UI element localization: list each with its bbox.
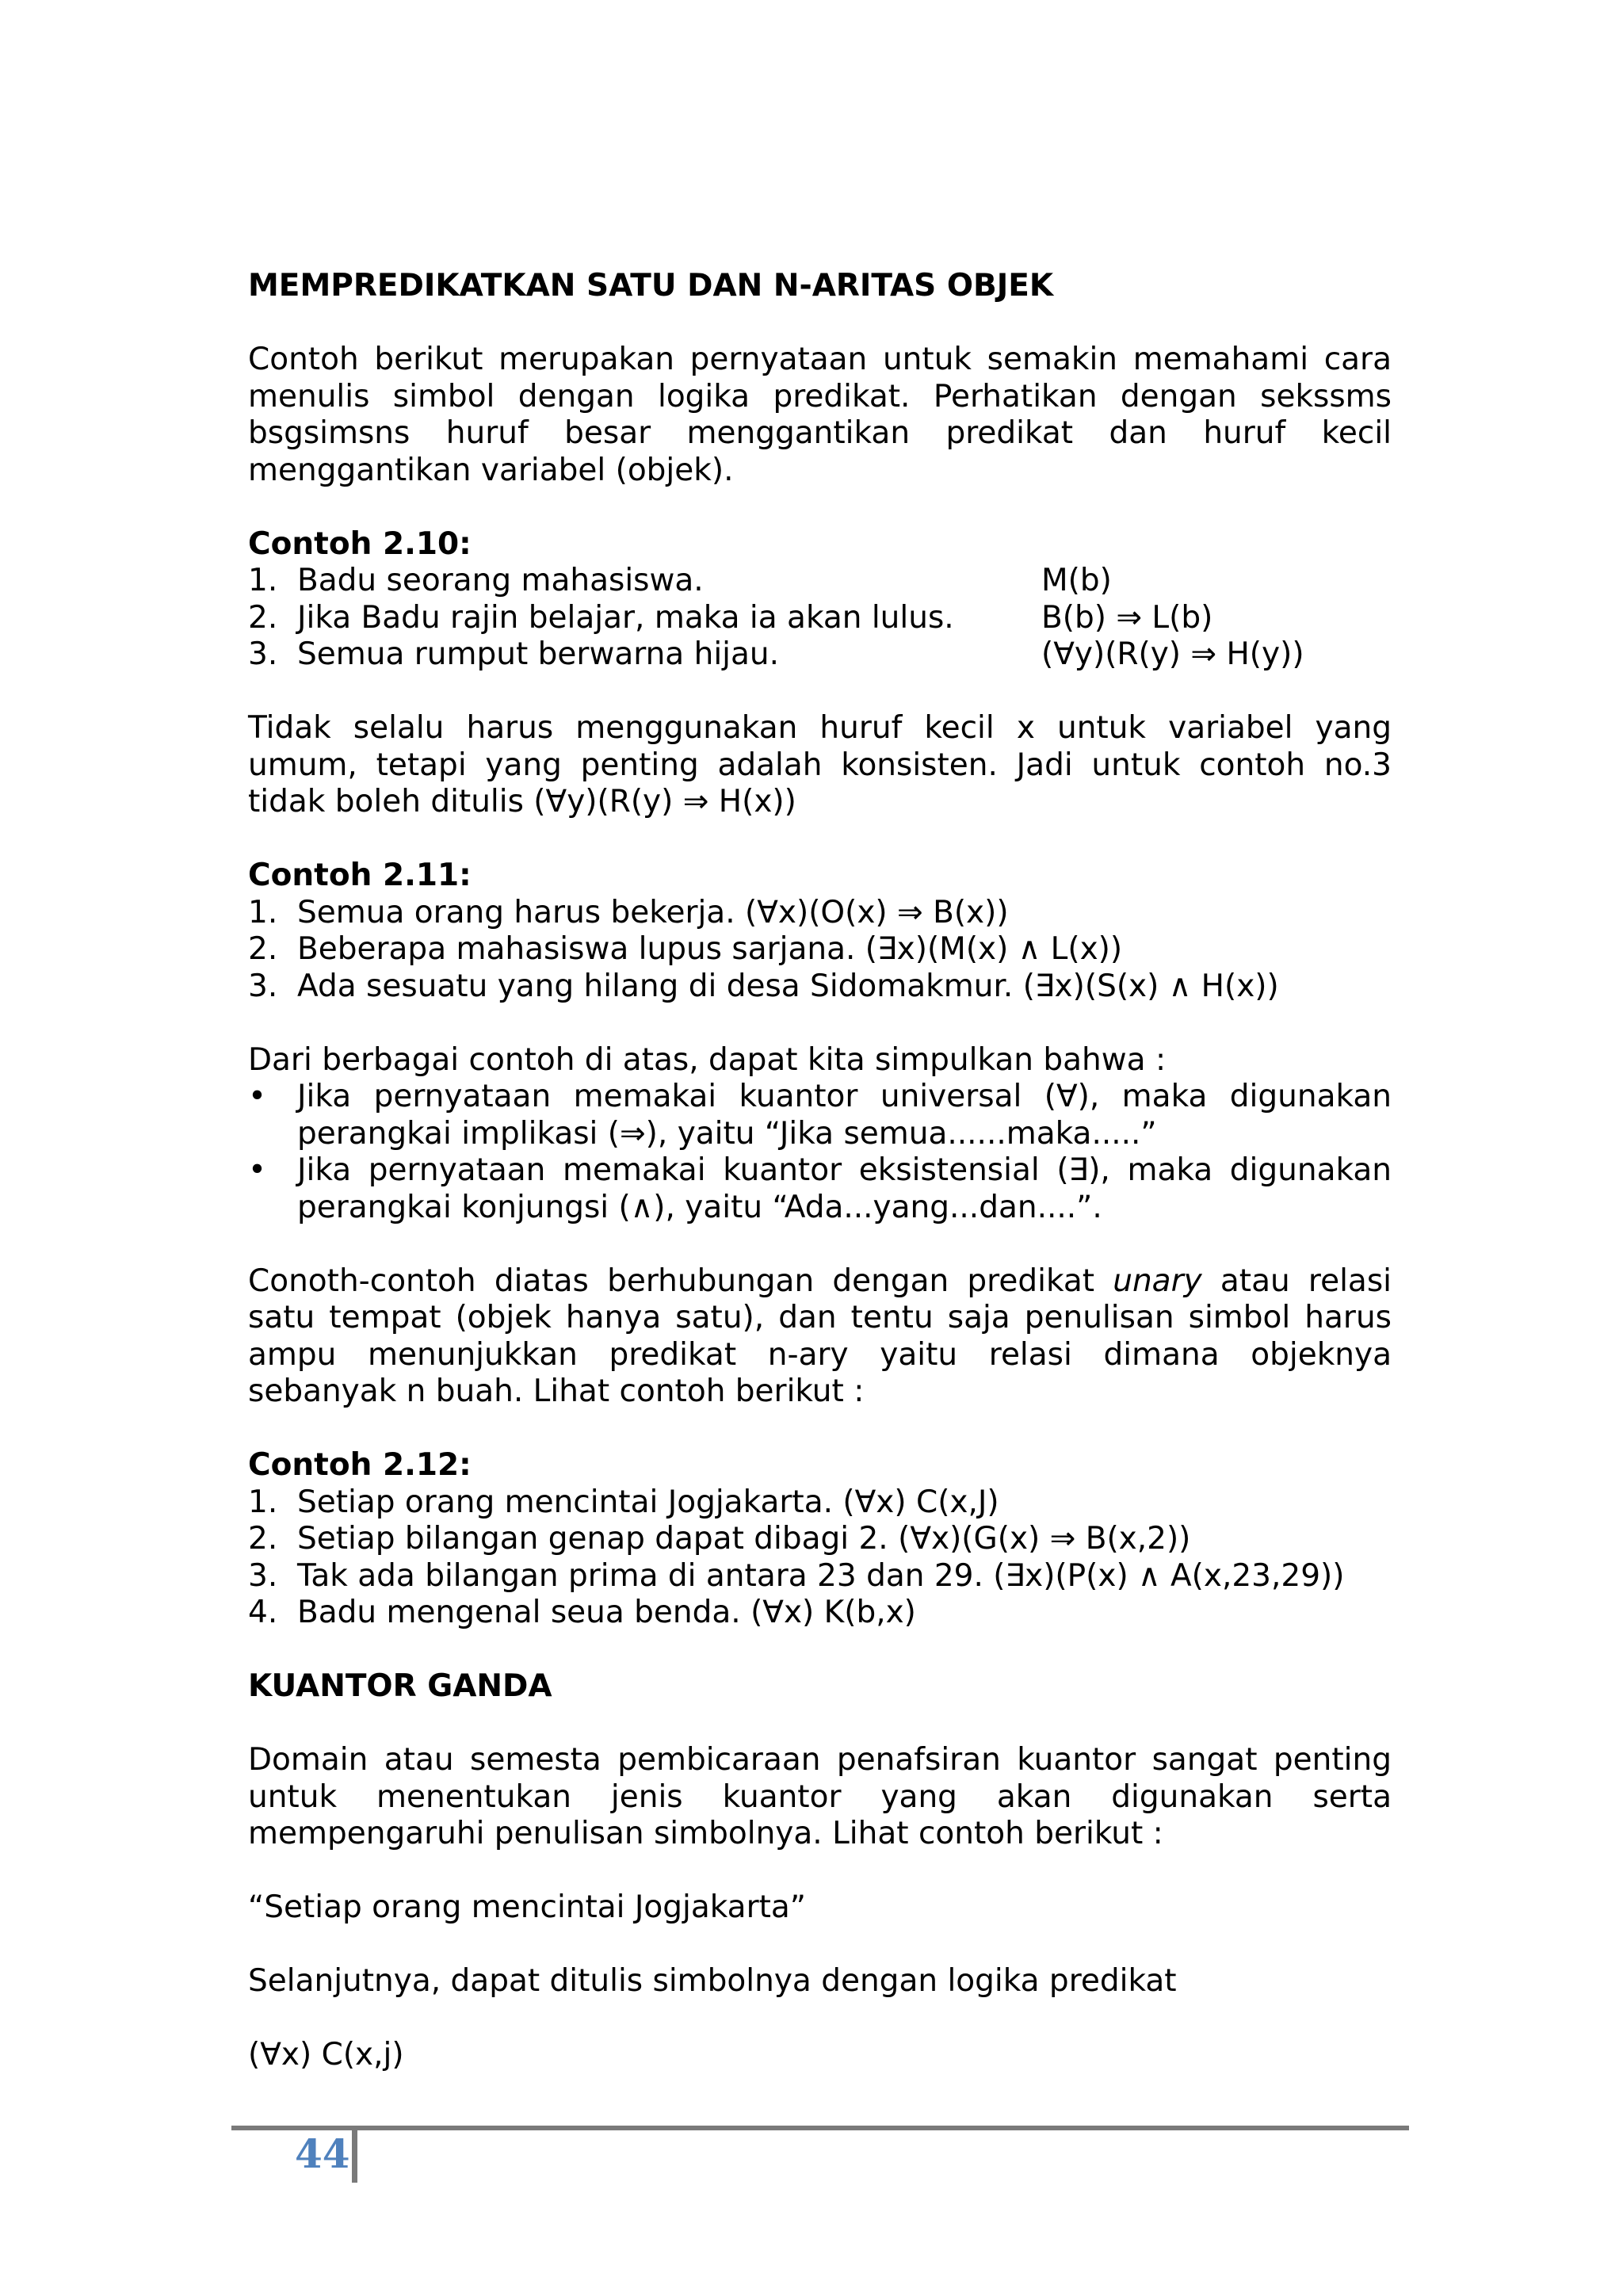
item-text: Semua rumput berwarna hijau. xyxy=(297,636,780,672)
list-item xyxy=(248,1521,1392,1558)
item-number: 3. xyxy=(248,636,278,672)
bullet-icon: • xyxy=(248,1152,267,1188)
item-symbol: M(b) xyxy=(1041,563,1112,598)
list-item xyxy=(248,968,1392,1006)
summary-intro: Dari berbagai contoh di atas, dapat kita simpulkan bahwa : xyxy=(248,1041,1167,1078)
list-item xyxy=(248,636,1392,674)
followup-text: Selanjutnya, dapat ditulis simbolnya dengan logika predikat xyxy=(248,1963,1177,1999)
bullet-text: Jika pernyataan memakai kuantor eksistensial (∃), maka digunakan perangkai konjungsi (∧), yaitu “Ada...yang...dan....”. xyxy=(297,1152,1392,1225)
item-number: 2. xyxy=(248,599,278,636)
item-text: Tak ada bilangan prima di antara 23 dan 29. (∃x)(P(x) ∧ A(x,23,29)) xyxy=(297,1557,1345,1594)
item-number: 2. xyxy=(248,1521,278,1557)
unary-text-before: Conoth-contoh diatas berhubungan dengan predikat xyxy=(248,1263,1113,1299)
item-symbol: B(b) ⇒ L(b) xyxy=(1041,599,1213,636)
item-number: 1. xyxy=(248,894,278,930)
list-item xyxy=(248,1558,1392,1595)
kuantor-intro: Domain atau semesta pembicaraan penafsiran kuantor sangat penting untuk menentukan jenis kuantor yang akan digunakan serta mempengaruhi penulisan simbolnya. Lihat contoh berikut : xyxy=(248,1742,1392,1851)
unary-emphasis: unary xyxy=(1113,1263,1202,1299)
item-number: 4. xyxy=(248,1595,278,1630)
item-symbol: (∀y)(R(y) ⇒ H(y)) xyxy=(1041,636,1304,672)
item-number: 1. xyxy=(248,1484,278,1520)
page-number: 44 xyxy=(295,2130,350,2177)
list-item xyxy=(248,1595,1392,1632)
item-text: Ada sesuatu yang hilang di desa Sidomakmur. (∃x)(S(x) ∧ H(x)) xyxy=(297,968,1279,1004)
unary-paragraph xyxy=(248,1263,1392,1411)
item-number: 3. xyxy=(248,1557,278,1594)
list-item xyxy=(248,563,1392,600)
footer-rule xyxy=(231,2126,1409,2130)
list-item xyxy=(248,895,1392,932)
page-number-divider xyxy=(352,2130,357,2183)
list-item xyxy=(248,1484,1392,1522)
item-text: Setiap bilangan genap dapat dibagi 2. (∀x)(G(x) ⇒ B(x,2)) xyxy=(297,1521,1191,1557)
list-item xyxy=(248,931,1392,968)
summary-bullets xyxy=(248,1079,1392,1226)
item-text: Setiap orang mencintai Jogjakarta. (∀x) C(x,J) xyxy=(297,1484,999,1520)
item-text: Beberapa mahasiswa lupus sarjana. (∃x)(M(x) ∧ L(x)) xyxy=(297,931,1123,967)
example-list-2-10 xyxy=(248,563,1392,674)
unary-text-after: atau relasi satu tempat (objek hanya satu), dan tentu saja penulisan simbol harus ampu menunjukkan predikat n-ary yaitu relasi dimana objeknya sebanyak n buah. Lihat contoh berikut : xyxy=(248,1263,1392,1409)
item-number: 3. xyxy=(248,968,278,1004)
section-heading-kuantor-ganda: KUANTOR GANDA xyxy=(248,1668,552,1704)
item-text: Badu seorang mahasiswa. xyxy=(297,563,704,598)
intro-paragraph: Contoh berikut merupakan pernyataan untuk semakin memahami cara menulis simbol dengan logika predikat. Perhatikan dengan sekssms bsgsimsns huruf besar menggantikan predikat dan huruf kecil menggantikan variabel (objek). xyxy=(248,342,1392,488)
list-item xyxy=(248,1079,1392,1152)
example-title-2-10: Contoh 2.10: xyxy=(248,525,472,562)
item-number: 2. xyxy=(248,931,278,967)
list-item xyxy=(248,600,1392,637)
list-item xyxy=(248,1152,1392,1226)
quote-text: “Setiap orang mencintai Jogjakarta” xyxy=(248,1889,806,1925)
note-paragraph: Tidak selalu harus menggunakan huruf kecil x untuk variabel yang umum, tetapi yang penting adalah konsisten. Jadi untuk contoh no.3 tidak boleh ditulis (∀y)(R(y) ⇒ H(x)) xyxy=(248,710,1392,819)
example-title-2-12: Contoh 2.12: xyxy=(248,1447,472,1483)
example-list-2-12 xyxy=(248,1484,1392,1632)
formula-text: (∀x) C(x,j) xyxy=(248,2037,404,2073)
item-text: Semua orang harus bekerja. (∀x)(O(x) ⇒ B(x)) xyxy=(297,894,1009,930)
example-list-2-11 xyxy=(248,895,1392,1006)
bullet-icon: • xyxy=(248,1079,267,1114)
bullet-text: Jika pernyataan memakai kuantor universal (∀), maka digunakan perangkai implikasi (⇒), yaitu “Jika semua......maka.....” xyxy=(297,1079,1392,1152)
example-title-2-11: Contoh 2.11: xyxy=(248,858,472,893)
item-text: Badu mengenal seua benda. (∀x) K(b,x) xyxy=(297,1595,916,1630)
item-text: Jika Badu rajin belajar, maka ia akan lulus. xyxy=(297,599,954,636)
item-number: 1. xyxy=(248,563,278,598)
section-heading-predikat: MEMPREDIKATKAN SATU DAN N-ARITAS OBJEK xyxy=(248,268,1054,304)
page-content xyxy=(248,268,1392,2074)
